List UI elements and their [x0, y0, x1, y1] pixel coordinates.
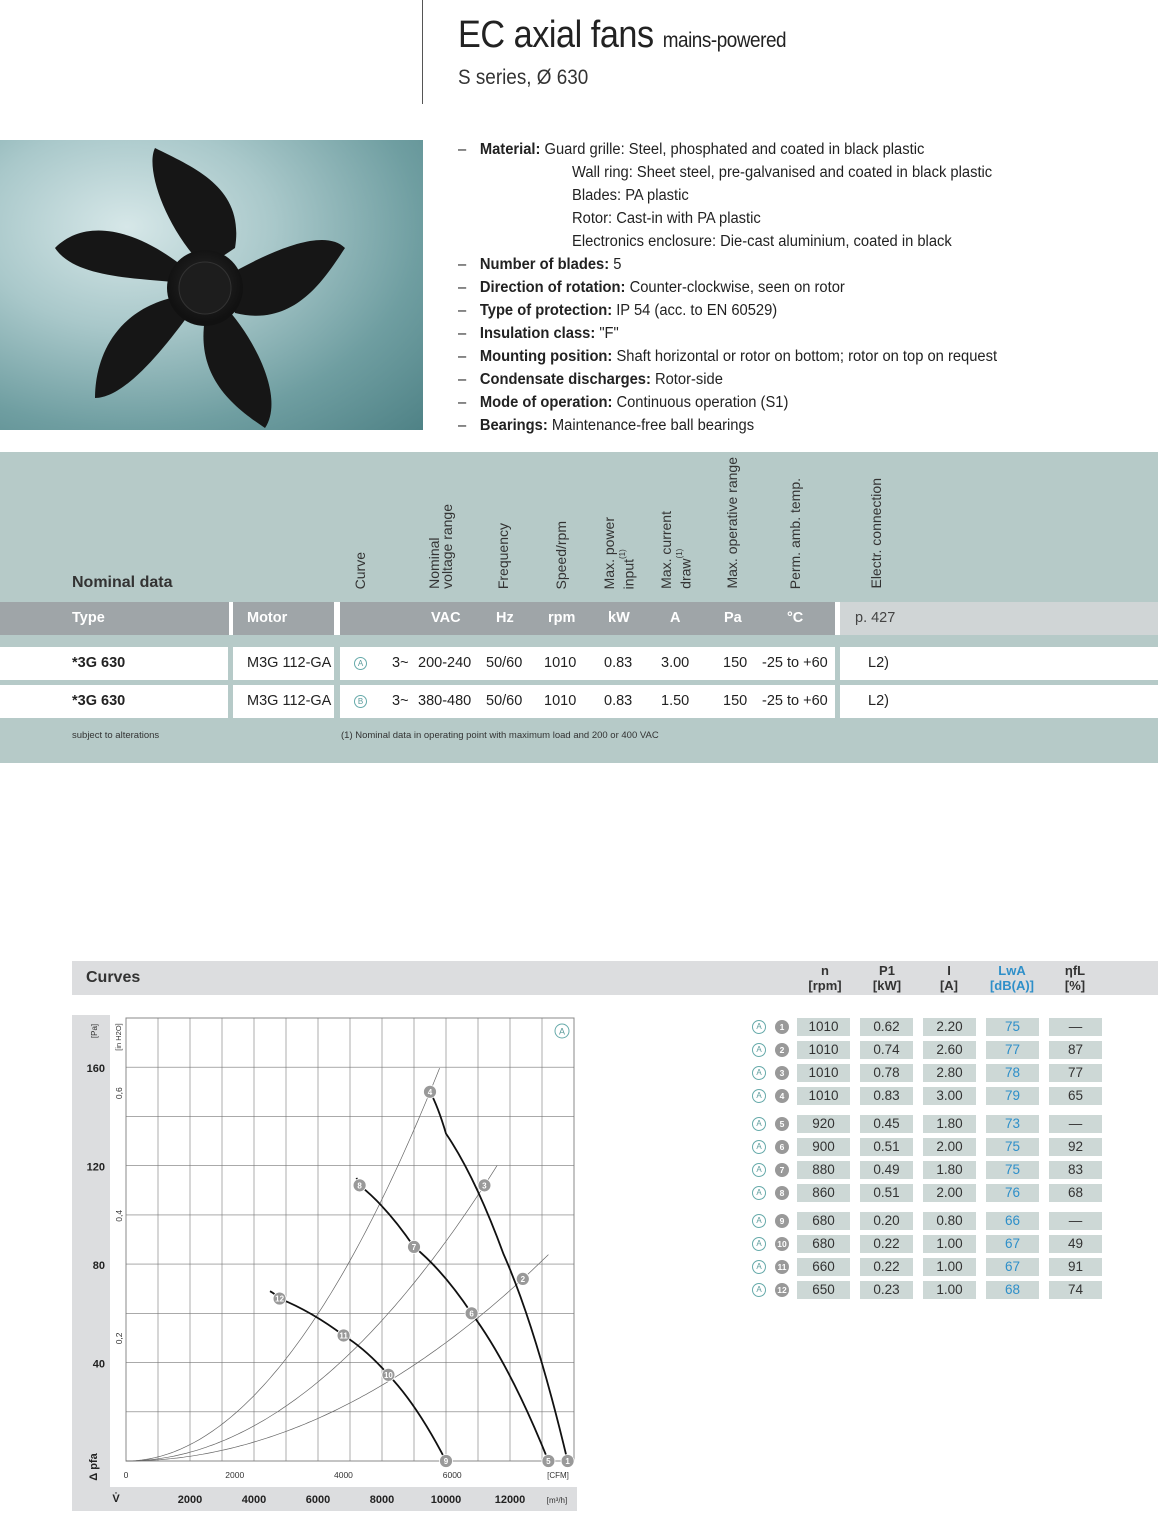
- x2-tick-label: 6000: [442, 1470, 462, 1480]
- p1-value: 0.23: [860, 1281, 913, 1299]
- curve-badge: A: [752, 1066, 766, 1080]
- lwa-value: 75: [986, 1018, 1039, 1036]
- curves-title: Curves: [86, 969, 141, 986]
- current-value: 2.20: [923, 1018, 976, 1036]
- curve-badge: A: [752, 1260, 766, 1274]
- spec-blades: – Number of blades: 5: [458, 256, 622, 273]
- nominal-data-title: Nominal data: [72, 574, 173, 591]
- p1-value: 0.45: [860, 1115, 913, 1133]
- y-axis-label: Δ pfa: [88, 1453, 100, 1481]
- lwa-value: 79: [986, 1087, 1039, 1105]
- col-header-curve: Curve: [352, 551, 368, 589]
- rpm-value: 680: [797, 1235, 850, 1253]
- eta-value: 91: [1049, 1258, 1102, 1276]
- operating-point-label: 4: [427, 1087, 433, 1097]
- eta-value: —: [1049, 1115, 1102, 1133]
- spec-bearings: – Bearings: Maintenance-free ball bearings: [458, 417, 755, 434]
- curve-badge: A: [752, 1214, 766, 1228]
- spec-rotation: – Direction of rotation: Counter-clockwise, seen on rotor: [458, 279, 845, 296]
- x-tick-label: 4000: [241, 1494, 267, 1506]
- y-tick-label: 40: [92, 1358, 105, 1371]
- y2-unit-label: [in H2O]: [114, 1023, 123, 1051]
- operating-point-row: [750, 1018, 1110, 1036]
- y-tick-label: 160: [86, 1063, 105, 1076]
- lwa-value: 78: [986, 1064, 1039, 1082]
- operating-point-row: [750, 1064, 1110, 1082]
- header-divider: [422, 0, 423, 104]
- lwa-value: 66: [986, 1212, 1039, 1230]
- operating-point-row: [750, 1041, 1110, 1059]
- operating-point-label: 8: [357, 1181, 362, 1191]
- point-number: 8: [775, 1186, 789, 1200]
- operating-point-label: 2: [520, 1274, 526, 1284]
- curve-badge: B: [354, 695, 367, 708]
- rpm-value: 660: [797, 1258, 850, 1276]
- eta-value: 74: [1049, 1281, 1102, 1299]
- p1-value: 0.62: [860, 1018, 913, 1036]
- eta-value: 92: [1049, 1138, 1102, 1156]
- col-header-current: Max. current draw$^{(1)}$: [658, 511, 694, 589]
- current-value: 1.80: [923, 1115, 976, 1133]
- lwa-value: 67: [986, 1235, 1039, 1253]
- x-tick-label: 8000: [369, 1494, 395, 1506]
- operating-point-row: [750, 1184, 1110, 1202]
- lwa-value: 76: [986, 1184, 1039, 1202]
- current-value: 2.00: [923, 1184, 976, 1202]
- curve-badge: A: [752, 1117, 766, 1131]
- y2-tick-label: 0,2: [114, 1332, 124, 1345]
- y2-tick-label: 0,6: [114, 1087, 124, 1100]
- operating-point-label: 12: [275, 1294, 285, 1304]
- eta-value: —: [1049, 1212, 1102, 1230]
- p1-value: 0.22: [860, 1258, 913, 1276]
- spec-insulation: – Insulation class: "F": [458, 325, 619, 342]
- operating-point-label: 6: [469, 1309, 474, 1319]
- rpm-value: 1010: [797, 1064, 850, 1082]
- spec-protection: – Type of protection: IP 54 (acc. to EN 60529): [458, 302, 778, 319]
- current-value: 2.80: [923, 1064, 976, 1082]
- curve-badge: A: [752, 1089, 766, 1103]
- p1-value: 0.22: [860, 1235, 913, 1253]
- operating-point-label: 10: [383, 1370, 393, 1380]
- table-row: *3G 630 M3G 112-GA B 3~ 380-480 50/60 1010 0.83 1.50 150 -25 to +60 L2): [0, 685, 1158, 718]
- x-tick-label: 6000: [305, 1494, 331, 1506]
- point-number: 12: [775, 1283, 789, 1297]
- current-value: 1.00: [923, 1281, 976, 1299]
- curve-badge: A: [752, 1020, 766, 1034]
- x2-tick-label: 0: [123, 1470, 129, 1480]
- nominal-units-row: Type Motor VAC Hz rpm kW A Pa °C p. 427: [0, 602, 1158, 635]
- col-header-i: I [A]: [939, 963, 959, 993]
- page-title-suffix: mains-powered: [662, 29, 787, 52]
- col-header-rpm: n [rpm]: [808, 963, 842, 993]
- x-tick-label: 10000: [430, 1494, 462, 1506]
- rpm-value: 1010: [797, 1041, 850, 1059]
- fan-curve-chart: [72, 1015, 577, 1516]
- p1-value: 0.78: [860, 1064, 913, 1082]
- rpm-value: 1010: [797, 1018, 850, 1036]
- page-title: EC axial fans mains-powered: [458, 14, 787, 56]
- point-number: 1: [775, 1020, 789, 1034]
- eta-value: 87: [1049, 1041, 1102, 1059]
- curves-header-bar: [72, 961, 1158, 995]
- current-value: 0.80: [923, 1212, 976, 1230]
- p1-value: 0.74: [860, 1041, 913, 1059]
- spec-material: – Material: Guard grille: Steel, phosphated and coated in black plastic: [458, 141, 925, 158]
- p1-value: 0.83: [860, 1087, 913, 1105]
- eta-value: 49: [1049, 1235, 1102, 1253]
- operating-point-row: [750, 1258, 1110, 1276]
- table-row: *3G 630 M3G 112-GA A 3~ 200-240 50/60 1010 0.83 3.00 150 -25 to +60 L2): [0, 647, 1158, 680]
- operating-point-row: [750, 1281, 1110, 1299]
- operating-point-label: 1: [565, 1457, 570, 1466]
- eta-value: 68: [1049, 1184, 1102, 1202]
- col-header-p1: P1 [kW]: [872, 963, 902, 993]
- col-header-speed: Speed/rpm: [553, 520, 569, 589]
- current-value: 2.00: [923, 1138, 976, 1156]
- lwa-value: 68: [986, 1281, 1039, 1299]
- rpm-value: 680: [797, 1212, 850, 1230]
- x2-tick-label: 4000: [334, 1470, 353, 1480]
- y2-tick-label: 0,4: [114, 1209, 124, 1222]
- spec-material-cont: Electronics enclosure: Die-cast aluminium, coated in black: [572, 233, 952, 250]
- eta-value: 77: [1049, 1064, 1102, 1082]
- rpm-value: 920: [797, 1115, 850, 1133]
- footnote-alterations: subject to alterations: [72, 730, 160, 741]
- operating-point-label: 9: [443, 1457, 449, 1466]
- footnote-nominal: (1) Nominal data in operating point with maximum load and 200 or 400 VAC: [341, 730, 659, 741]
- lwa-value: 77: [986, 1041, 1039, 1059]
- col-header-power: Max. power input$^{(1)}$: [601, 516, 637, 589]
- eta-value: 65: [1049, 1087, 1102, 1105]
- lwa-value: 73: [986, 1115, 1039, 1133]
- x-axis-label: V̇: [112, 1493, 120, 1505]
- operating-point-row: [750, 1161, 1110, 1179]
- spec-material-cont: Rotor: Cast-in with PA plastic: [572, 210, 761, 227]
- y-tick-label: 80: [92, 1260, 105, 1273]
- col-header-voltage: Nominal voltage range: [426, 504, 455, 589]
- x-tick-label: 2000: [177, 1494, 203, 1506]
- operating-point-label: 3: [482, 1181, 487, 1191]
- spec-condensate: – Condensate discharges: Rotor-side: [458, 371, 723, 388]
- col-header-temp: Perm. amb. temp.: [787, 477, 803, 589]
- x2-unit-label: [CFM]: [547, 1471, 569, 1480]
- eta-value: 83: [1049, 1161, 1102, 1179]
- point-number: 9: [775, 1214, 789, 1228]
- curve-badge: A: [752, 1237, 766, 1251]
- current-value: 1.00: [923, 1258, 976, 1276]
- spec-material-cont: Wall ring: Sheet steel, pre-galvanised and coated in black plastic: [572, 164, 993, 181]
- operating-point-row: [750, 1138, 1110, 1156]
- operating-point-row: [750, 1115, 1110, 1133]
- current-value: 2.60: [923, 1041, 976, 1059]
- p1-value: 0.49: [860, 1161, 913, 1179]
- col-header-frequency: Frequency: [495, 522, 511, 589]
- lwa-value: 67: [986, 1258, 1039, 1276]
- current-value: 3.00: [923, 1087, 976, 1105]
- col-header-connection: Electr. connection: [868, 478, 884, 589]
- spec-material-cont: Blades: PA plastic: [572, 187, 689, 204]
- point-number: 5: [775, 1117, 789, 1131]
- curve-badge: A: [752, 1283, 766, 1297]
- col-header-pressure: Max. operative range: [724, 457, 740, 589]
- point-number: 2: [775, 1043, 789, 1057]
- curve-badge: A: [752, 1140, 766, 1154]
- operating-point-label: 7: [411, 1242, 417, 1252]
- lwa-value: 75: [986, 1161, 1039, 1179]
- operating-point-label: 11: [339, 1331, 348, 1341]
- operating-point-row: [750, 1212, 1110, 1230]
- y-tick-label: 120: [86, 1161, 105, 1174]
- rpm-value: 860: [797, 1184, 850, 1202]
- point-number: 7: [775, 1163, 789, 1177]
- y-unit-label: [Pa]: [90, 1023, 99, 1039]
- x-unit-label: [m³/h]: [546, 1496, 568, 1505]
- p1-value: 0.51: [860, 1184, 913, 1202]
- operating-point-row: [750, 1087, 1110, 1105]
- curve-badge: A: [752, 1186, 766, 1200]
- rpm-value: 880: [797, 1161, 850, 1179]
- x-tick-label: 12000: [494, 1494, 526, 1506]
- fan-product-photo: [0, 140, 423, 430]
- point-number: 6: [775, 1140, 789, 1154]
- spec-mounting: – Mounting position: Shaft horizontal or rotor on bottom; rotor on top on request: [458, 348, 998, 365]
- fan-curve-svg: [72, 1015, 577, 1511]
- point-number: 3: [775, 1066, 789, 1080]
- spec-operation: – Mode of operation: Continuous operation (S1): [458, 394, 789, 411]
- lwa-value: 75: [986, 1138, 1039, 1156]
- col-header-eta: ηfL [%]: [1064, 963, 1086, 993]
- col-header-lwa: LwA [dB(A)]: [989, 963, 1035, 993]
- operating-point-row: [750, 1235, 1110, 1253]
- point-number: 11: [775, 1260, 789, 1274]
- spec-list: [458, 138, 1025, 437]
- nominal-data-table: [0, 452, 1158, 763]
- rpm-value: 900: [797, 1138, 850, 1156]
- curve-badge: A: [354, 657, 367, 670]
- operating-point-label: 5: [546, 1457, 551, 1466]
- curve-badge-label: A: [558, 1026, 566, 1037]
- eta-value: —: [1049, 1018, 1102, 1036]
- page-subtitle: S series, Ø 630: [458, 66, 589, 89]
- curve-badge: A: [752, 1043, 766, 1057]
- rpm-value: 1010: [797, 1087, 850, 1105]
- p1-value: 0.51: [860, 1138, 913, 1156]
- p1-value: 0.20: [860, 1212, 913, 1230]
- x2-tick-label: 2000: [225, 1470, 245, 1480]
- rpm-value: 650: [797, 1281, 850, 1299]
- current-value: 1.00: [923, 1235, 976, 1253]
- point-number: 10: [775, 1237, 789, 1251]
- current-value: 1.80: [923, 1161, 976, 1179]
- curve-badge: A: [752, 1163, 766, 1177]
- point-number: 4: [775, 1089, 789, 1103]
